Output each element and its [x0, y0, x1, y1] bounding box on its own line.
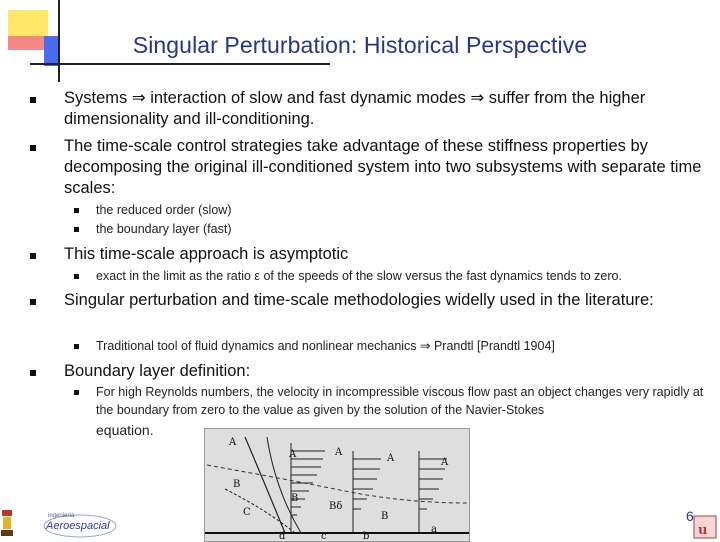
sub-bullet-marker [74, 390, 79, 395]
svg-text:Aeroespacial: Aeroespacial [46, 520, 110, 532]
bullet-marker [30, 370, 36, 376]
sub-bullet-text-2-1: the reduced order (slow) [96, 203, 232, 217]
bullet-marker [30, 299, 36, 305]
figure-label-B-delta: Bδ [329, 501, 343, 512]
bullet-marker [30, 253, 36, 259]
boundary-layer-figure [204, 428, 470, 542]
sub-bullet-text-3-1: exact in the limit as the ratio ε of the speeds of the slow versus the fast dynamics tends to zero. [96, 269, 622, 283]
aeroespacial-logo [40, 506, 120, 540]
sub-bullet-text-5-1b: equation. [96, 422, 154, 438]
svg-text:u: u [698, 523, 708, 538]
figure-label-B: B [381, 511, 389, 522]
figure-label-B: B [233, 479, 241, 490]
sub-bullet-text-4-1: Traditional tool of fluid dynamics and nonlinear mechanics ⇒ Prandtl [Prandtl 1904] [96, 339, 555, 353]
figure-label-A: A [441, 457, 449, 468]
bullet-text-3: This time-scale approach is asymptotic [64, 245, 349, 263]
slide-title: Singular Perturbation: Historical Perspective [132, 32, 588, 58]
figure-label-a: a [431, 524, 437, 535]
figure-label-B: B [291, 493, 299, 504]
sub-bullet-marker [74, 344, 79, 349]
figure-label-C: C [243, 507, 251, 518]
figure-label-c: c [321, 531, 327, 542]
sub-bullet-marker [74, 274, 79, 279]
sub-bullet-text-5-1a: For high Reynolds numbers, the velocity in incompressible viscous flow past an object changes very rapidly at the boundary from zero to the value as given by the solution of the Navier-Stokes [96, 385, 704, 417]
figure-label-b: b [363, 531, 370, 542]
svg-text:ingeniería: ingeniería [48, 513, 75, 519]
page-number: 6 [686, 508, 694, 524]
decor-horizontal-line [30, 63, 330, 65]
university-crest-icon [0, 508, 14, 538]
figure-label-A: A [289, 449, 297, 460]
figure-label-A: A [387, 453, 395, 464]
university-badge-icon [690, 510, 720, 540]
figure-label-A: A [335, 447, 343, 458]
bullet-text-4: Singular perturbation and time-scale methodologies widelly used in the literature: [64, 291, 654, 309]
sub-bullet-marker [74, 227, 79, 232]
bullet-marker [30, 145, 36, 151]
bullet-text-1: Systems ⇒ interaction of slow and fast dynamic modes ⇒ suffer from the higher dimensionality and ill-conditioning. [64, 89, 646, 128]
sub-bullet-marker [74, 208, 79, 213]
figure-label-A: A [229, 437, 237, 448]
sub-bullet-text-2-2: the boundary layer (fast) [96, 222, 232, 236]
bullet-text-5: Boundary layer definition: [64, 362, 251, 380]
bullet-marker [30, 97, 36, 103]
figure-label-d: d [279, 531, 286, 542]
bullet-text-2: The time-scale control strategies take advantage of these stiffness properties by decomposing the original ill-conditioned system into two subsystems with separate time scales: [64, 137, 702, 197]
